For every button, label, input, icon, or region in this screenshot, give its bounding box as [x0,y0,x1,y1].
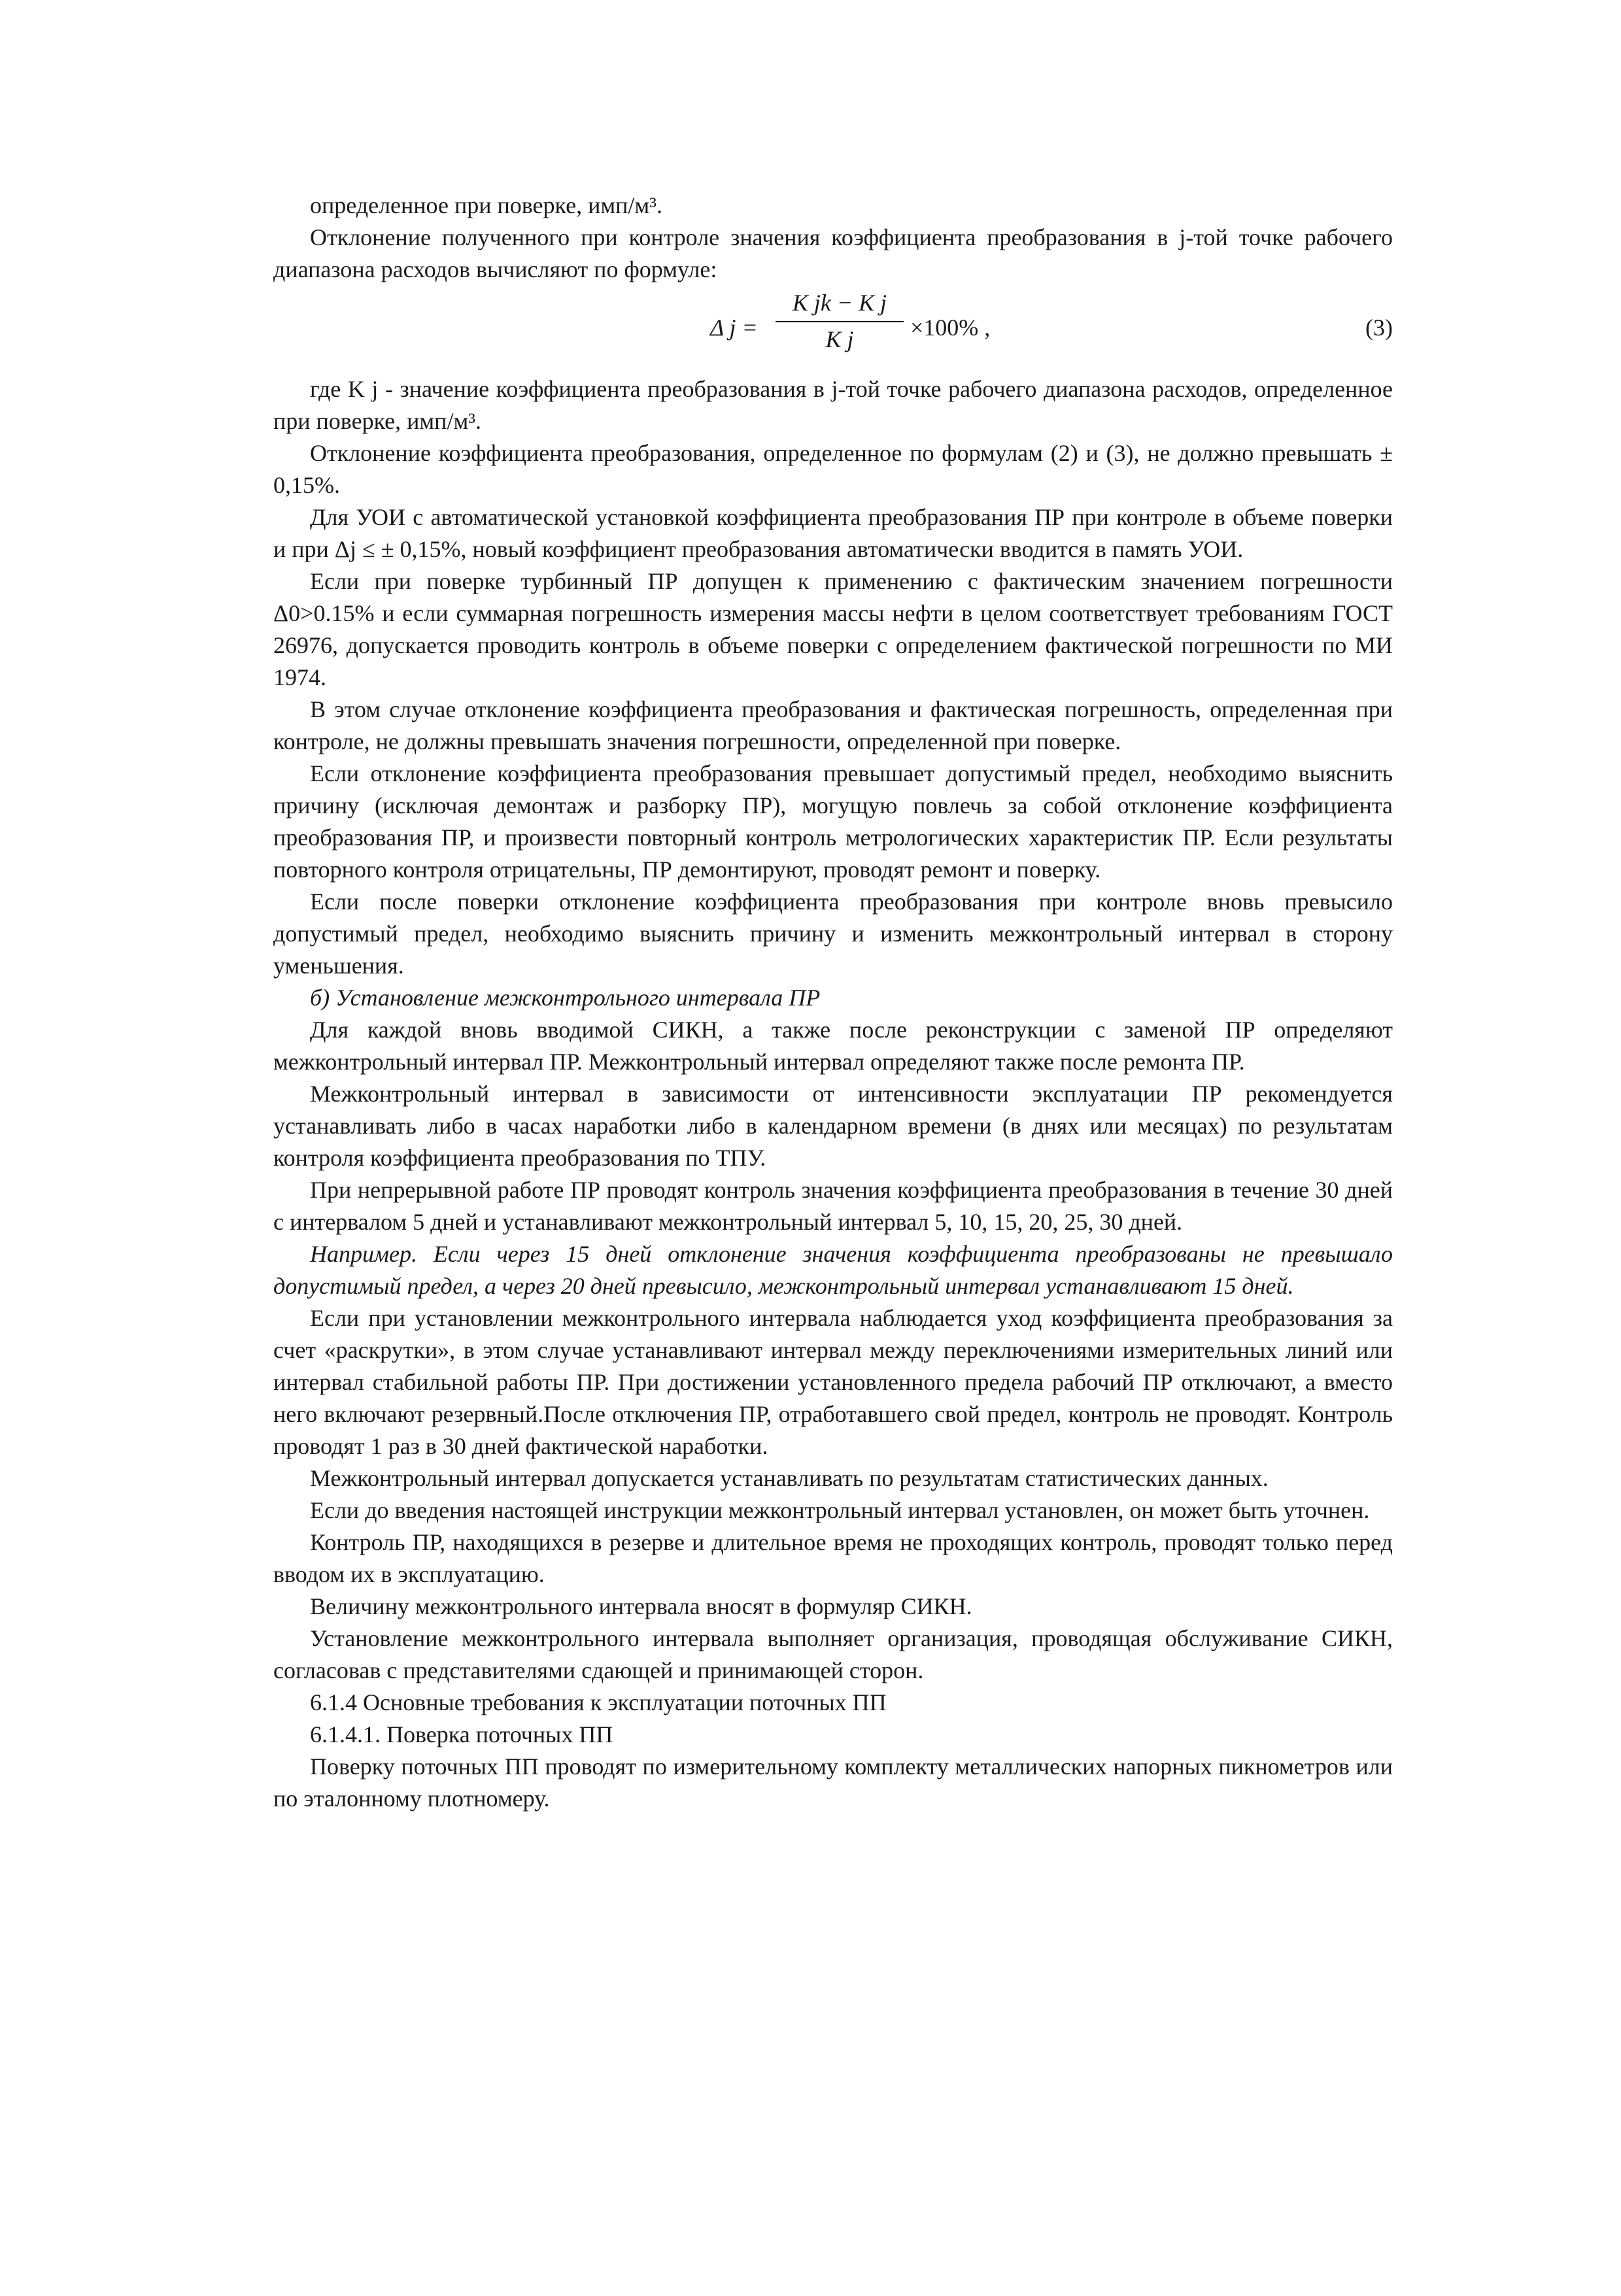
paragraph-continuous-work: При непрерывной работе ПР проводят контроль значения коэффициента преобразования в течение 30 дней с интервалом 5 дней и устанавливают межконтрольный интервал 5, 10, 15, 20, 25, 30 дней. [273,1177,1393,1235]
formula-denominator: K j [825,326,854,352]
paragraph-uoi-auto: Для УОИ с автоматической установкой коэффициента преобразования ПР при контроле в объеме поверки и при Δj ≤ ± 0,15%, новый коэффициент преобразования автоматически вводится в память УОИ. [273,504,1393,562]
formula-lhs: Δ j = [710,314,758,341]
paragraph-pp-verification: Поверку поточных ПП проводят по измерительному комплекту металлических напорных пикнометров или по эталонному плотномеру. [273,1753,1393,1812]
paragraph-turbine-pr: Если при поверке турбинный ПР допущен к применению с фактическим значением погрешности Δ0>0.15% и если суммарная погрешность измерения массы нефти в целом соответствует требованиям ГОСТ 26976, допускается проводить контроль в объеме поверки с определением фактической погрешности по МИ 1974. [273,568,1393,690]
formula-numerator: K jk − K j [792,290,887,316]
formula-3 [273,287,1393,371]
paragraph-deviation-limit: Отклонение коэффициента преобразования, определенное по формулам (2) и (3), не должно превышать ± 0,15%. [273,440,1393,498]
formula-fraction [776,287,904,355]
paragraph-organization: Установление межконтрольного интервала выполняет организация, проводящая обслуживание СИКН, согласовав с представителями сдающей и принимающей сторон. [273,1625,1393,1683]
section-heading-6-1-4: 6.1.4 Основные требования к эксплуатации поточных ПП [310,1689,887,1715]
paragraph-reserve: Контроль ПР, находящихся в резерве и длительное время не проходящих контроль, проводят только перед вводом их в эксплуатацию. [273,1529,1393,1587]
paragraph-spin-up: Если при установлении межконтрольного интервала наблюдается уход коэффициента преобразования за счет «раскрутки», в этом случае устанавливают интервал между переключениями измерительных линий или интервал стабильной работы ПР. При достижении установленного предела рабочий ПР отключают, а вместо него включают резервный.После отключения ПР, отработавшего свой предел, контроль не проводят. Контроль проводят 1 раз в 30 дней фактической наработки. [273,1305,1393,1459]
section-heading-6-1-4-1: 6.1.4.1. Поверка поточных ПП [310,1721,613,1747]
paragraph-where-kj: где K j - значение коэффициента преобразования в j-той точке рабочего диапазона расходов, определенное при поверке, имп/м³. [273,376,1393,434]
paragraph-in-this-case: В этом случае отклонение коэффициента преобразования и фактическая погрешность, определенная при контроле, не должны превышать значения погрешности, определенной при поверке. [273,696,1393,754]
formula-number: (3) [1365,314,1393,341]
paragraph-instruction: Если до введения настоящей инструкции межконтрольный интервал установлен, он может быть уточнен. [310,1497,1370,1523]
fraction-bar [776,321,904,322]
document-body [273,190,1393,1815]
formula-rhs: ×100% , [910,314,991,341]
paragraph-new-sikn: Для каждой вновь вводимой СИКН, а также после реконструкции с заменой ПР определяют межконтрольный интервал ПР. Межконтрольный интервал определяют также после ремонта ПР. [273,1017,1393,1075]
paragraph-example: Например. Если через 15 дней отклонение значения коэффициента преобразованы не превышало допустимый предел, а через 20 дней превысило, межконтрольный интервал устанавливают 15 дней. [273,1241,1393,1299]
paragraph-statistics: Межконтрольный интервал допускается устанавливать по результатам статистических данных. [310,1465,1269,1491]
paragraph-deviation-intro: Отклонение полученного при контроле значения коэффициента преобразования в j-той точке рабочего диапазона расходов вычисляют по формуле: [273,224,1393,282]
paragraph-formular: Величину межконтрольного интервала вносят в формуляр СИКН. [310,1593,972,1619]
section-heading-interval: б) Установление межконтрольного интервала ПР [310,985,821,1011]
paragraph-unit-continuation: определенное при поверке, имп/м³. [310,192,662,218]
paragraph-after-verification: Если после поверки отклонение коэффициента преобразования при контроле вновь превысило допустимый предел, необходимо выяснить причину и изменить межконтрольный интервал в сторону уменьшения. [273,888,1393,979]
paragraph-exceeds-limit: Если отклонение коэффициента преобразования превышает допустимый предел, необходимо выяснить причину (исключая демонтаж и разборку ПР), могущую повлечь за собой отклонение коэффициента преобразования ПР, и произвести повторный контроль метрологических характеристик ПР. Если результаты повторного контроля отрицательны, ПР демонтируют, проводят ремонт и поверку. [273,760,1393,883]
paragraph-interval-intensity: Межконтрольный интервал в зависимости от интенсивности эксплуатации ПР рекомендуется устанавливать либо в часах наработки либо в календарном времени (в днях или месяцах) по результатам контроля коэффициента преобразования по ТПУ. [273,1081,1393,1171]
